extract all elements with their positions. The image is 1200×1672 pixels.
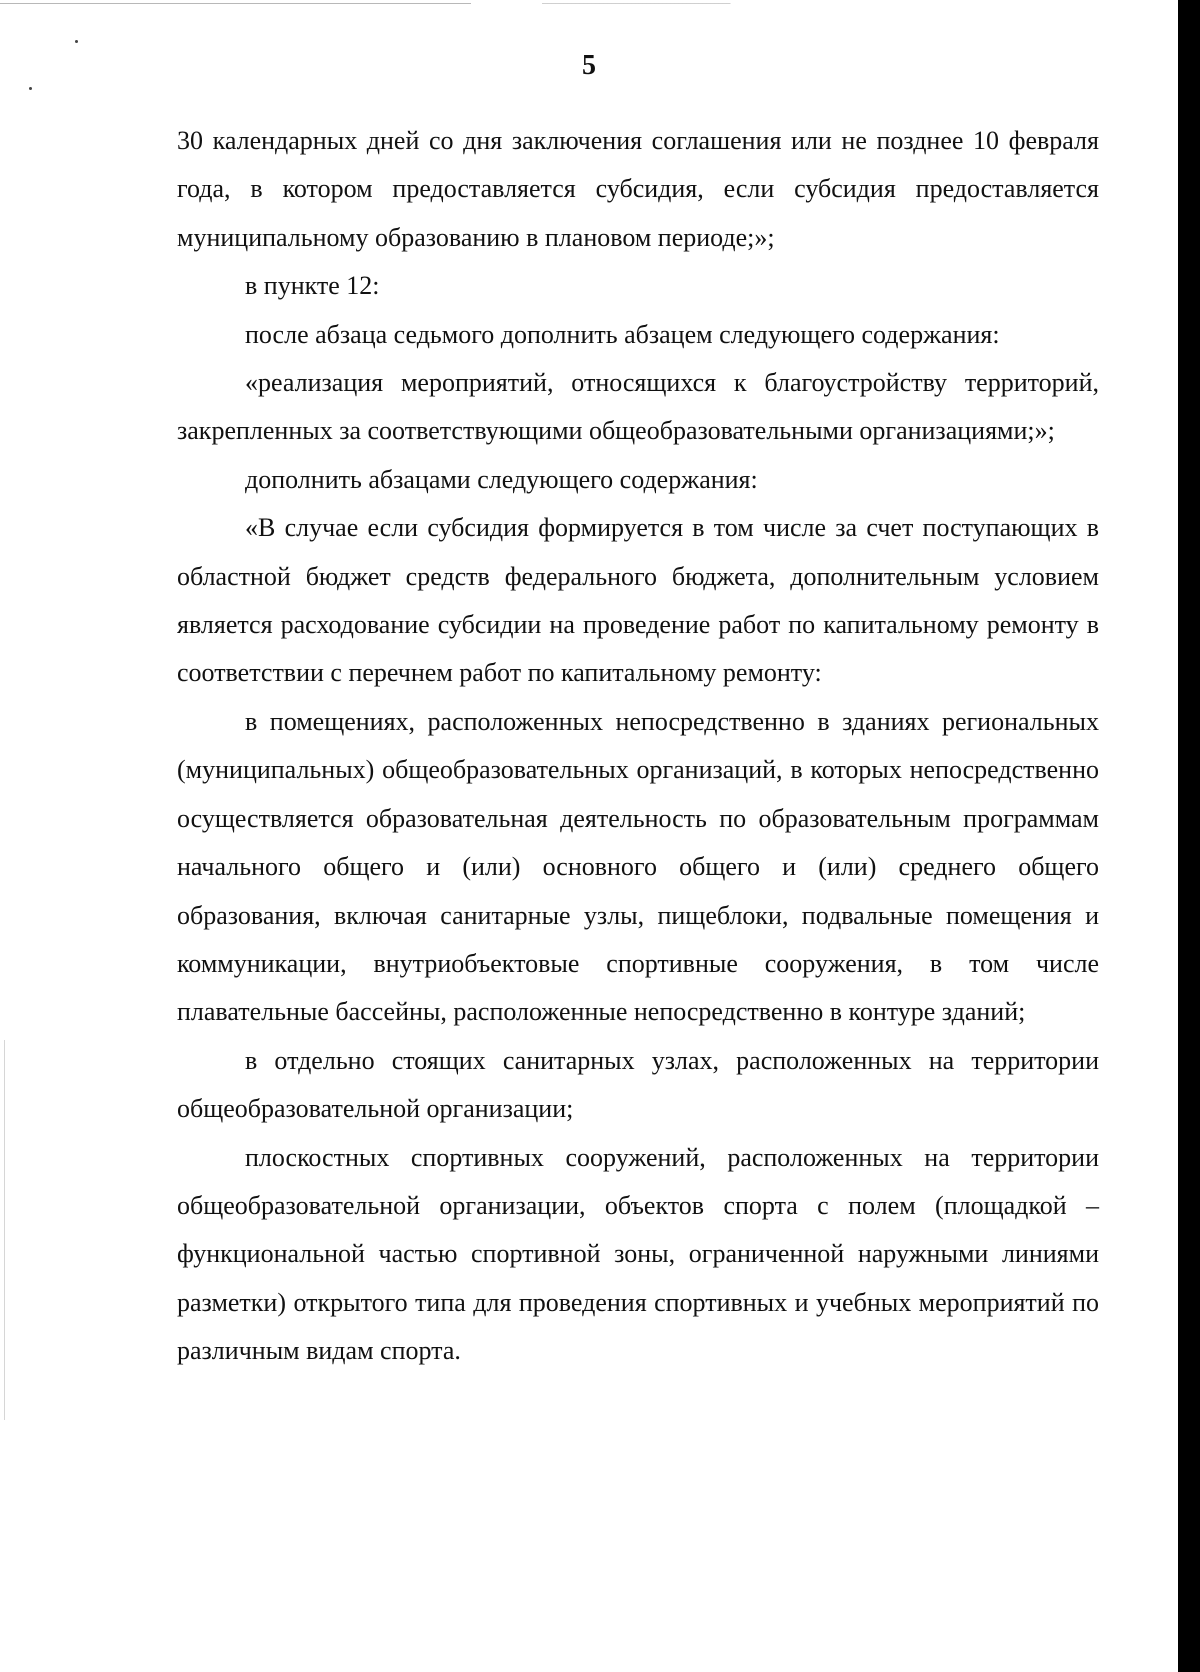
scan-edge-left <box>4 1040 5 1420</box>
paragraph-2: в пункте 12: <box>245 271 380 301</box>
paragraph-5: дополнить абзацами следующего содержания: <box>245 464 758 494</box>
paragraph-8: в отдельно стоящих санитарных узлах, расположенных на территории общеобразовательной организации; <box>177 1045 1099 1124</box>
paragraph-1: 30 календарных дней со дня заключения соглашения или не позднее 10 февраля года, в котором предоставляется субсидия, если субсидия предоставляется муниципальному образованию в плановом периоде;»; <box>177 126 1099 252</box>
paragraph-3: после абзаца седьмого дополнить абзацем следующего содержания: <box>245 319 1000 349</box>
paragraph-4: «реализация мероприятий, относящихся к благоустройству территорий, закрепленных за соответствующими общеобразовательными организациями;»; <box>177 368 1099 446</box>
scan-speck <box>75 40 78 43</box>
page-number: 5 <box>582 50 596 81</box>
paragraph-7: в помещениях, расположенных непосредственно в зданиях региональных (муниципальных) общеобразовательных организаций, в которых непосредственно осуществляется образовательная деятельность по образовательным программам начального общего и (или) основного общего и (или) среднего общего образования, включая санитарные узлы, пищеблоки, подвальные помещения и коммуникации, внутриобъектовые спортивные сооружения, в том числе плавательные бассейны, расположенные непосредственно в контуре зданий; <box>177 706 1099 1027</box>
paragraph-6: «В случае если субсидия формируется в том числе за счет поступающих в областной бюджет средств федерального бюджета, дополнительным условием является расходование субсидии на проведение работ по капитальному ремонту в соответствии с перечнем работ по капитальному ремонту: <box>177 513 1099 688</box>
document-body <box>177 117 1099 1376</box>
scan-speck <box>29 87 32 90</box>
scan-edge-right <box>1178 0 1200 1672</box>
scan-edge-top <box>0 3 1178 4</box>
paragraph-9: плоскостных спортивных сооружений, расположенных на территории общеобразовательной организации, объектов спорта с полем (площадкой – функциональной частью спортивной зоны, ограниченной наружными линиями разметки) открытого типа для проведения спортивных и учебных мероприятий по различным видам спорта. <box>177 1142 1099 1366</box>
